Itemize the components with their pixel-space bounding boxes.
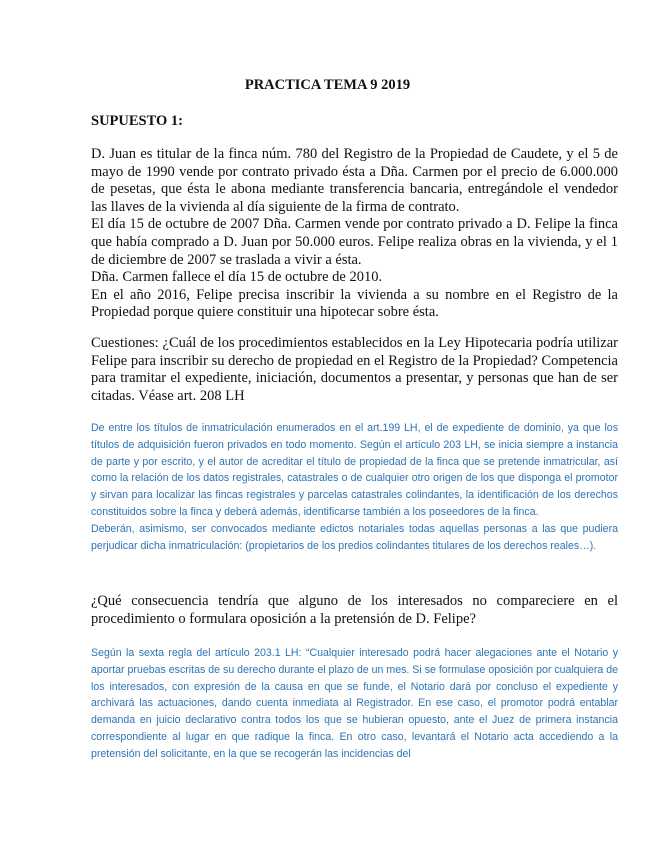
case-paragraph: En el año 2016, Felipe precisa inscribir la vivienda a su nombre en el Registro de la Propiedad porque quiere constituir una hipotecar sobre ésta. bbox=[91, 286, 618, 321]
answer-paragraph: Deberán, asimismo, ser convocados mediante edictos notariales todas aquellas personas a las que pudiera perjudicar dicha inmatriculación: (propietarios de los predios colindantes titulares de los derechos reales…). bbox=[91, 522, 618, 552]
case-paragraph: El día 15 de octubre de 2007 Dña. Carmen vende por contrato privado a D. Felipe la finca que había comprado a D. Juan por 50.000 euros. Felipe realiza obras en la vivienda, y el 1 de diciembre de 2007 se traslada a vivir a ésta. bbox=[91, 216, 618, 268]
document-title: PRACTICA TEMA 9 2019 bbox=[244, 77, 411, 93]
case-paragraph: Dña. Carmen fallece el día 15 de octubre de 2010. bbox=[91, 269, 383, 286]
answer-paragraph: De entre los títulos de inmatriculación enumerados en el art.199 LH, el de expediente de dominio, ya que los títulos de adquisición fueron privados en todo momento. Según el artículo 203 LH, se inicia siempre a instancia de parte y por escrito, y el autor de acreditar el título de propiedad de la finca que se pretende inmatricular, así como la relación de los datos registrales, catastrales o de cualquier otro origen de los que disponga el promotor y sirvan para localizar las fincas registrales y parcelas catastrales colindantes, la identificación de los derechos constituidos sobre la finca y deberá además, identificarse también a los poseedores de la finca. bbox=[91, 422, 618, 518]
case-paragraph: D. Juan es titular de la finca núm. 780 del Registro de la Propiedad de Caudete, y el 5 de mayo de 1990 vende por contrato privado ésta a Dña. Carmen por el precio de 6.000.000 de pesetas, que ésta le abona mediante transferencia bancaria, entregándole el vendedor las llaves de la vivienda al día siguiente de la firma de contrato. bbox=[91, 146, 618, 215]
question-1: Cuestiones: ¿Cuál de los procedimientos establecidos en la Ley Hipotecaria podría utilizar Felipe para inscribir su derecho de propiedad en el Registro de la Propiedad? Competencia para tramitar el expediente, iniciación, documentos a presentar, y personas que han de ser citadas. Véase art. 208 LH bbox=[91, 335, 618, 404]
case-heading: SUPUESTO 1: bbox=[91, 113, 183, 129]
answer-1 bbox=[91, 420, 618, 554]
answer-2: Según la sexta regla del artículo 203.1 LH: “Cualquier interesado podrá hacer alegaciones ante el Notario y aportar pruebas escritas de su derecho durante el plazo de un mes. Si se formulase oposición por cualquiera de los interesados, con expresión de la causa en que se funde, el Notario dará por concluso el expediente y archivará las actuaciones, dando cuenta inmediata al Registrador. En ese caso, el promotor podrá entablar demanda en juicio declarativo contra todos los que se hubieran opuesto, ante el Juez de primera instancia correspondiente al lugar en que radique la finca. En otro caso, levantará el Notario acta accediendo a la pretensión del solicitante, en la que se recogerán las incidencias del bbox=[91, 647, 618, 760]
case-statement bbox=[91, 146, 618, 322]
question-2: ¿Qué consecuencia tendría que alguno de los interesados no compareciere en el procedimiento o formulara oposición a la pretensión de D. Felipe? bbox=[91, 593, 618, 627]
